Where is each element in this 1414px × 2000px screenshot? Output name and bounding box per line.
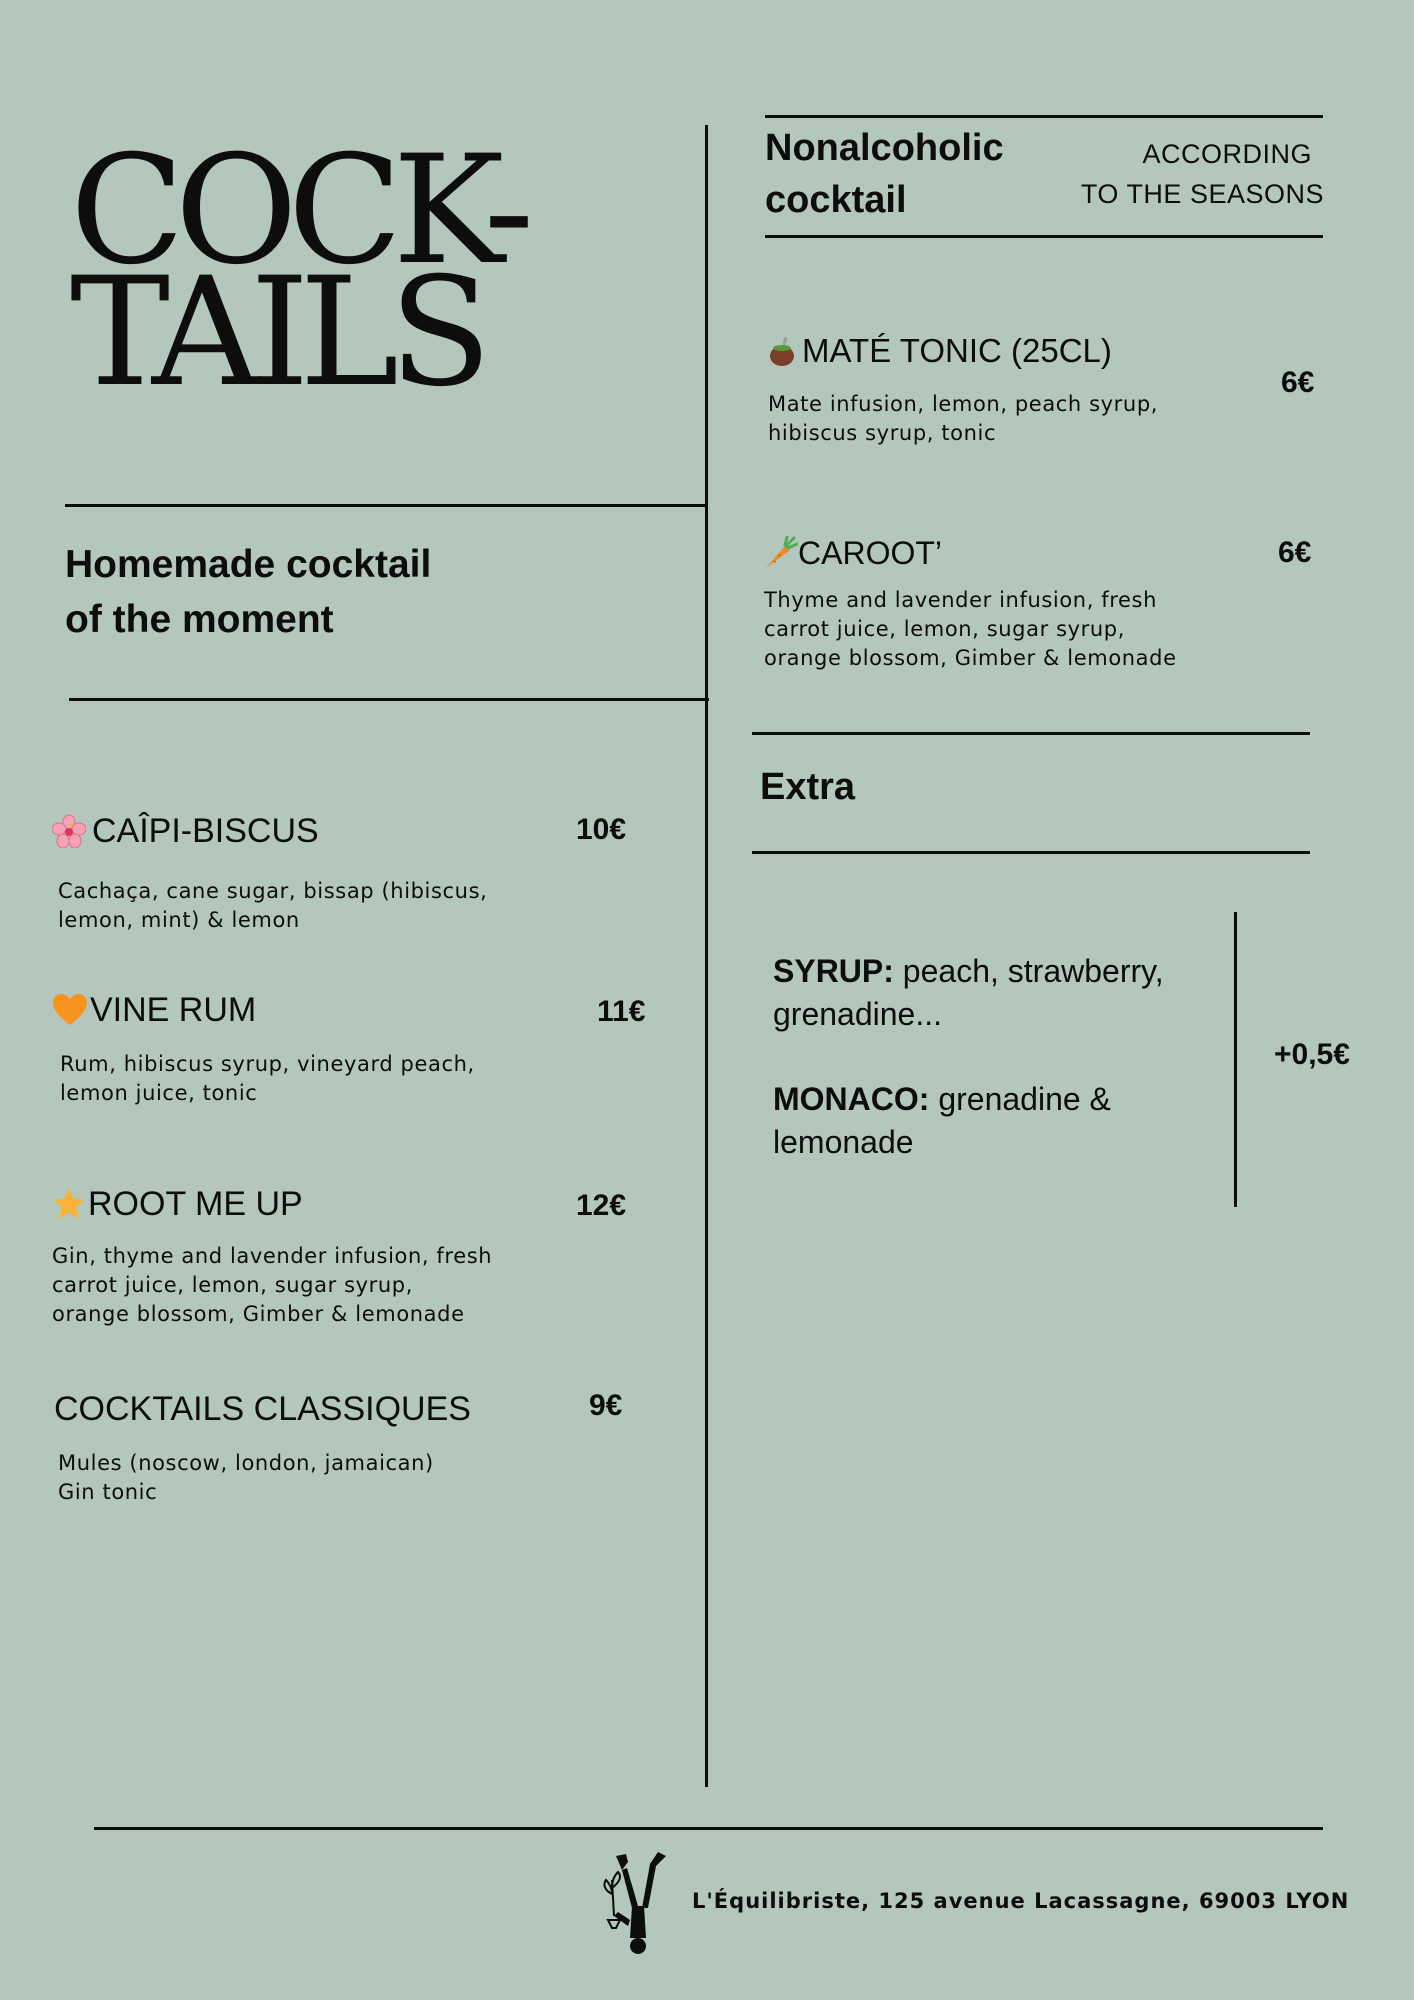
item-name: COCKTAILS CLASSIQUES	[54, 1390, 471, 1428]
menu-item-vine-rum	[52, 990, 652, 1108]
nonalcoholic-top-rule	[765, 115, 1323, 118]
menu-item-root-me-up	[52, 1184, 652, 1329]
seasonal-note-line-2: TO THE SEASONS	[1080, 179, 1324, 209]
homemade-section-title	[65, 537, 431, 647]
monaco-label: MONACO:	[773, 1081, 930, 1117]
extra-vertical-rule	[1234, 912, 1237, 1207]
item-name: CAÎPI-BISCUS	[92, 812, 319, 850]
item-price: 10€	[576, 813, 627, 846]
homemade-bottom-rule	[69, 698, 709, 701]
extra-section-title: Extra	[760, 766, 856, 808]
page-title-line-1: COCK-	[70, 124, 525, 298]
homemade-title-line-1: Homemade cocktail	[65, 543, 432, 586]
extra-bottom-rule	[752, 851, 1310, 854]
mate-gourd-icon	[768, 336, 796, 366]
star-icon	[52, 1187, 86, 1221]
menu-item-mate-tonic	[768, 331, 1248, 448]
item-description: Gin, thyme and lavender infusion, fresh carrot juice, lemon, sugar syrup, orange blossom, Gimber & lemonade	[52, 1244, 493, 1326]
item-name: VINE RUM	[90, 991, 257, 1029]
item-name: CAROOT’	[798, 535, 942, 571]
item-name: ROOT ME UP	[88, 1185, 303, 1223]
homemade-top-rule	[65, 504, 707, 507]
extra-top-rule	[752, 732, 1310, 735]
monaco-option	[773, 1078, 1213, 1164]
seasonal-note	[1081, 134, 1324, 214]
item-price: 12€	[576, 1189, 627, 1222]
page-title-line-2: TAILS	[70, 246, 482, 420]
item-price: 9€	[589, 1389, 623, 1422]
hibiscus-icon	[52, 814, 86, 848]
footer-rule	[94, 1827, 1323, 1830]
item-price: 6€	[1281, 366, 1315, 399]
seasonal-note-line-1: ACCORDING	[1142, 139, 1312, 169]
item-price: 6€	[1278, 536, 1312, 569]
balancing-figure-logo-icon	[600, 1850, 672, 1967]
extra-price: +0,5€	[1274, 1038, 1350, 1071]
nonalcoholic-bottom-rule	[765, 235, 1323, 238]
nonalcoholic-section-title	[765, 122, 1004, 226]
item-name: MATÉ TONIC (25CL)	[802, 332, 1112, 369]
item-price: 11€	[597, 995, 646, 1028]
menu-item-caroot	[764, 533, 1244, 673]
item-description: Mules (noscow, london, jamaican) Gin tonic	[58, 1451, 434, 1504]
center-divider	[705, 125, 708, 1787]
nonalcoholic-title-line-2: cocktail	[765, 179, 907, 221]
footer-address: L'Équilibriste, 125 avenue Lacassagne, 69003 LYON	[692, 1889, 1350, 1913]
homemade-title-line-2: of the moment	[65, 598, 334, 641]
syrup-label: SYRUP:	[773, 953, 894, 989]
item-description: Rum, hibiscus syrup, vineyard peach, lemon juice, tonic	[60, 1052, 475, 1105]
item-description: Cachaça, cane sugar, bissap (hibiscus, lemon, mint) & lemon	[58, 879, 488, 932]
item-description: Mate infusion, lemon, peach syrup, hibiscus syrup, tonic	[768, 392, 1159, 445]
syrup-text: peach, strawberry, grenadine...	[773, 953, 1164, 1032]
menu-item-cocktails-classiques	[54, 1389, 654, 1507]
extra-options	[773, 950, 1213, 1164]
carrot-icon	[764, 536, 798, 570]
nonalcoholic-title-line-1: Nonalcoholic	[765, 127, 1004, 169]
syrup-option	[773, 950, 1213, 1036]
monaco-text: grenadine & lemonade	[773, 1081, 1111, 1160]
orange-heart-icon	[52, 993, 88, 1027]
menu-item-caipi-biscus	[52, 811, 652, 935]
item-description: Thyme and lavender infusion, fresh carrot juice, lemon, sugar syrup, orange blossom, Gimber & lemonade	[764, 588, 1177, 670]
page-title	[70, 124, 525, 420]
